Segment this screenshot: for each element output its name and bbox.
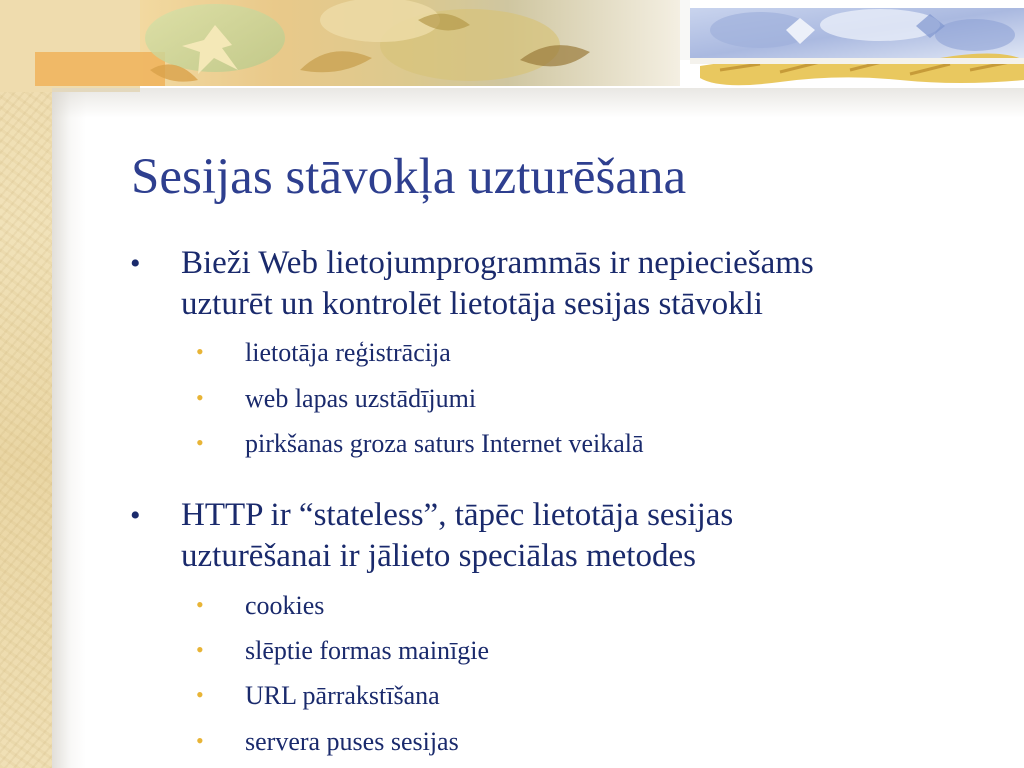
sub-bullet-marker: • [196,682,204,707]
sub-bullet-text: cookies [245,591,325,620]
bullet-marker: • [130,499,141,532]
bullet-line: Bieži Web lietojumprogrammās ir nepieciešams [181,245,814,281]
bullet-line: HTTP ir “stateless”, tāpēc lietotāja sesijas [181,497,734,533]
slide-title: Sesijas stāvokļa uzturēšana [131,149,687,205]
bullet-text [181,243,961,325]
sub-bullet-marker: • [196,430,204,455]
sub-bullet-marker: • [196,637,204,662]
bullet-line: uzturēšanai ir jālieto speciālas metodes [181,538,696,574]
sub-bullet-text: slēptie formas mainīgie [245,636,490,665]
bullet-marker: • [130,247,141,280]
bullet-line: uzturēt un kontrolēt lietotāja sesijas stāvokli [181,286,763,322]
sub-bullet-text: URL pārrakstīšana [245,681,440,710]
sub-bullet-marker: • [196,728,204,753]
sub-bullet-marker: • [196,385,204,410]
sub-bullet-text: lietotāja reģistrācija [245,338,451,367]
sub-bullet-marker: • [196,592,204,617]
sub-bullet-text: servera puses sesijas [245,727,459,756]
sub-bullet-text: pirkšanas groza saturs Internet veikalā [245,429,644,458]
sub-bullet-marker: • [196,339,204,364]
sub-bullet-text: web lapas uzstādījumi [245,384,477,413]
bullet-text [181,495,961,577]
